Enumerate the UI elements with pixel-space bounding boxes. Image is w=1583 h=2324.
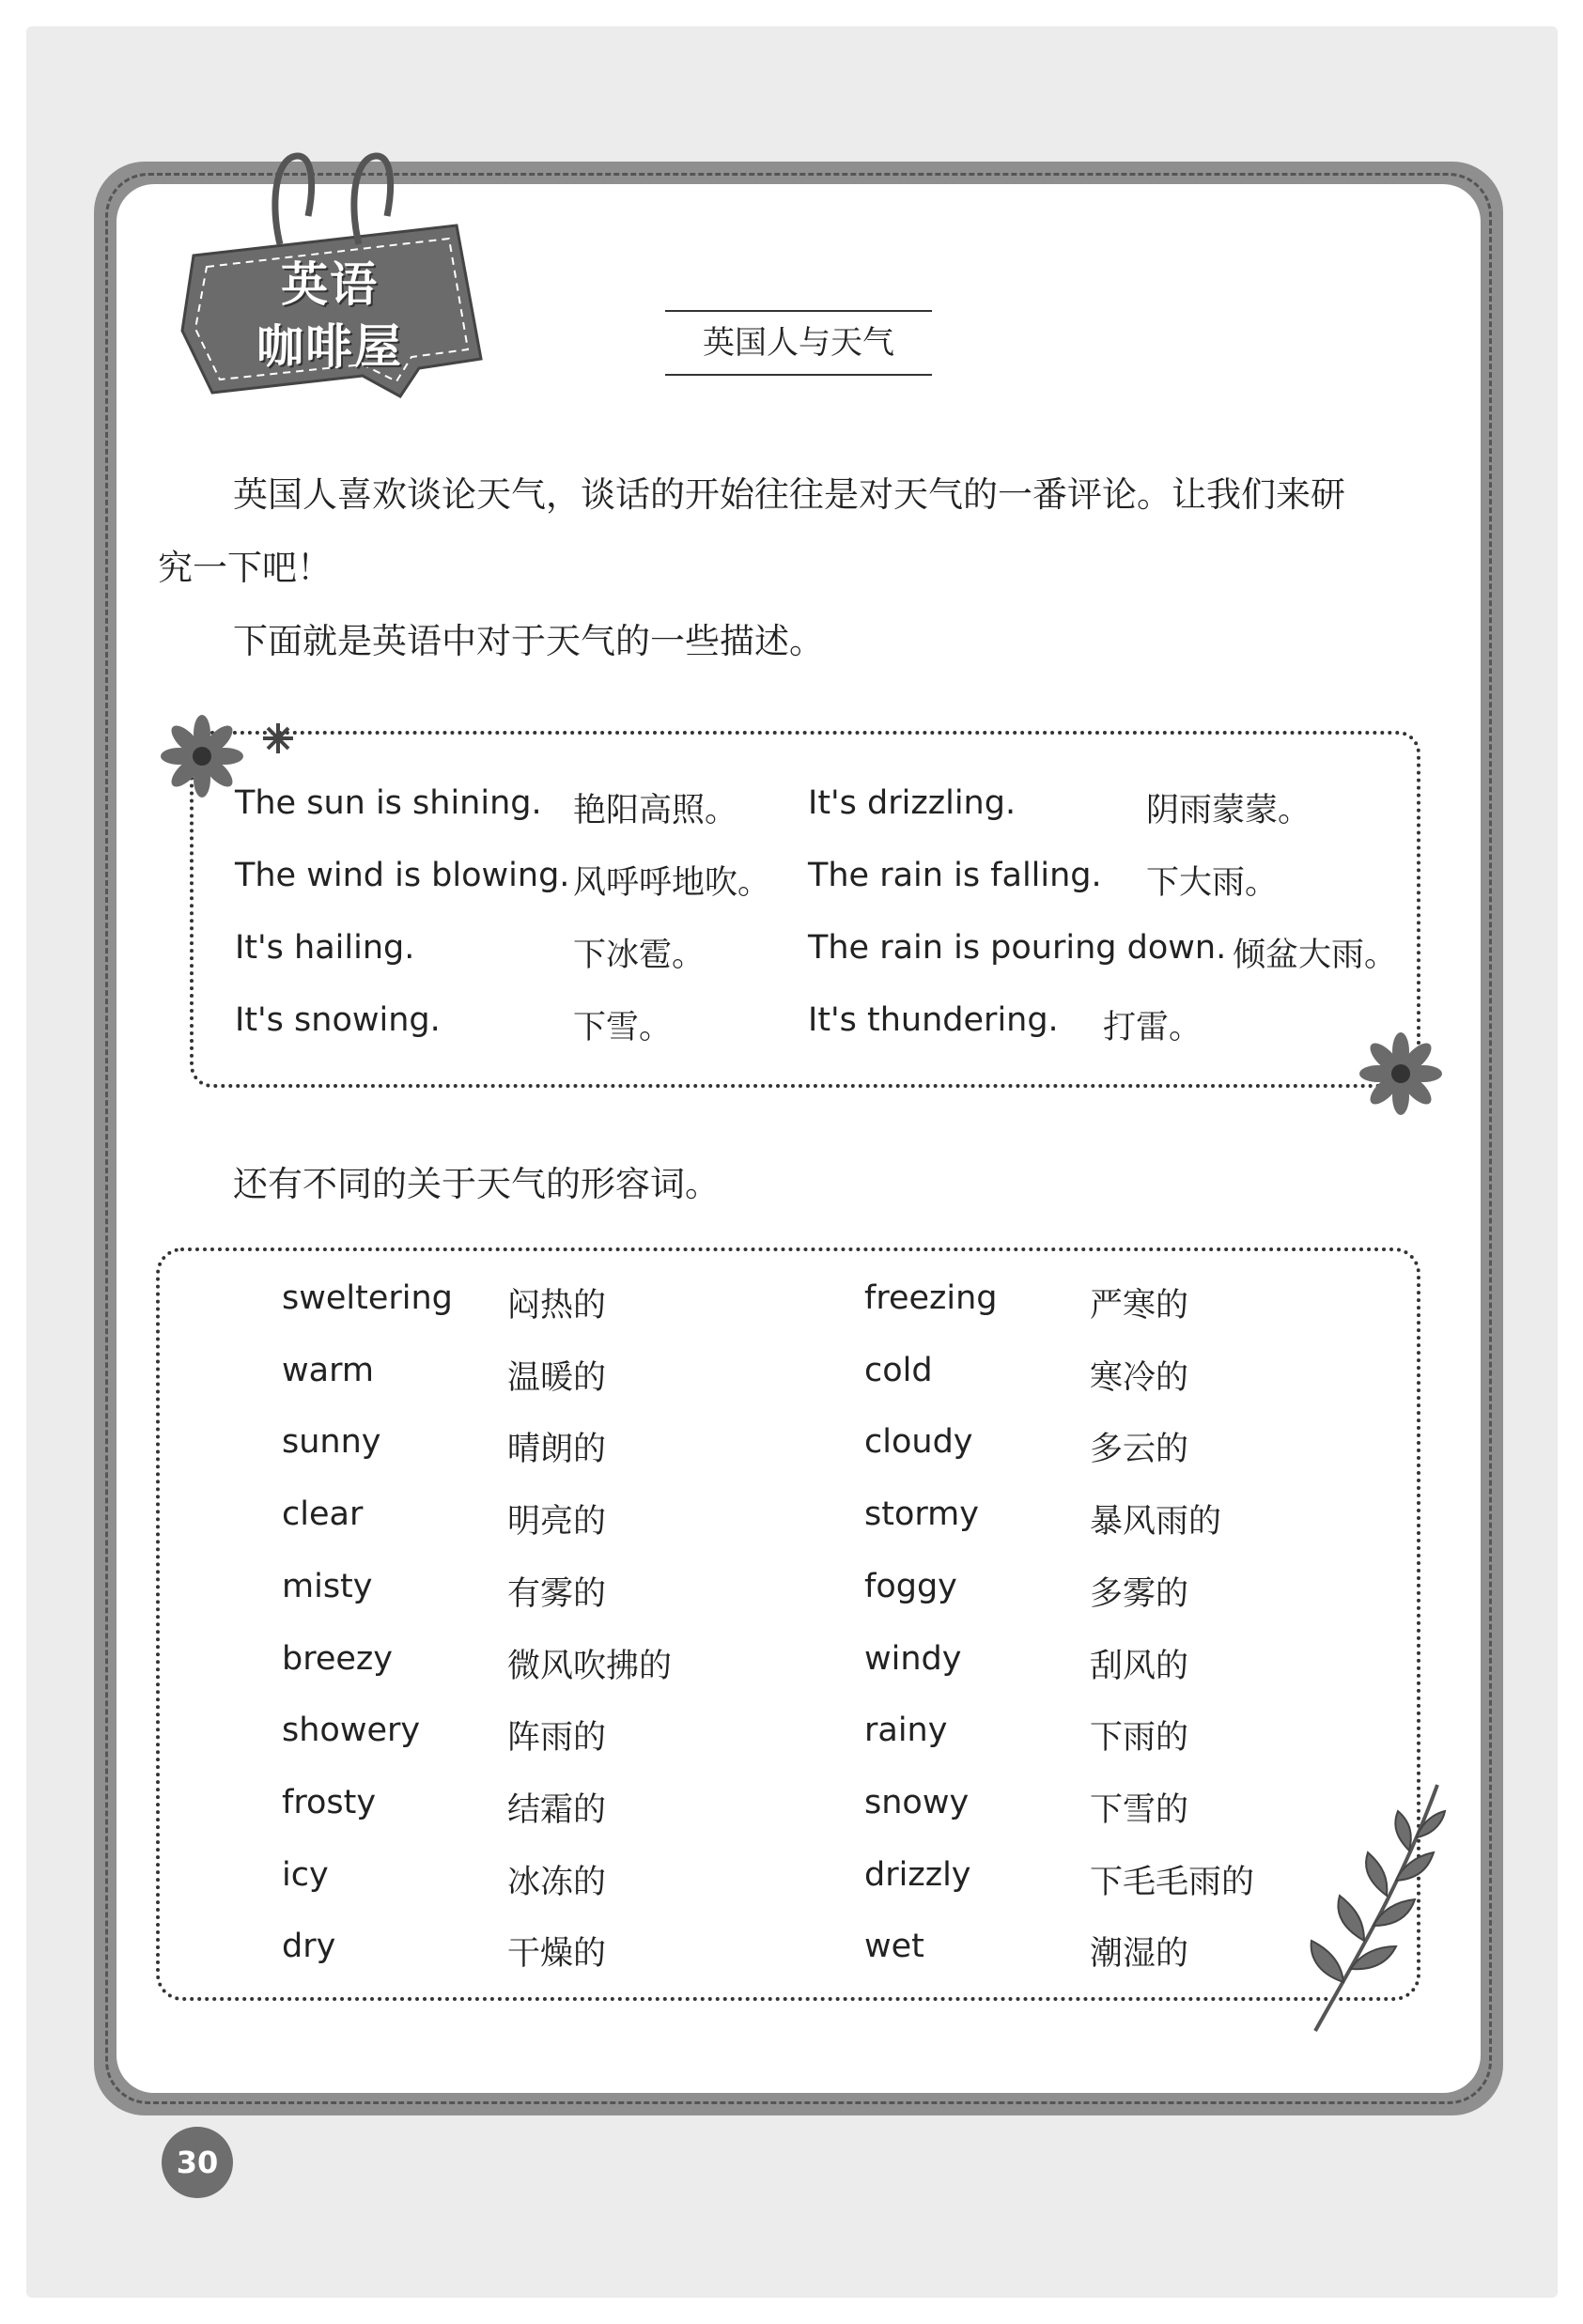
badge-title <box>175 254 485 378</box>
adjective-cn: 阵雨的 <box>507 1719 607 1757</box>
adjective-en: freezing <box>864 1279 998 1317</box>
adjective-en: misty <box>282 1568 373 1605</box>
phrase-cn: 下大雨。 <box>1146 864 1279 902</box>
phrase-cn: 下雪。 <box>573 1009 673 1046</box>
adjective-en: foggy <box>864 1568 957 1605</box>
phrase-cn: 艳阳高照。 <box>573 792 738 829</box>
phrase-en: The wind is blowing. <box>235 857 570 894</box>
adjective-en: frosty <box>282 1784 377 1821</box>
adjective-intro: 还有不同的关于天气的形容词。 <box>233 1164 720 1204</box>
intro-line-2: 究一下吧！ <box>158 548 332 588</box>
page-number: 30 <box>162 2127 233 2198</box>
small-flower-icon <box>259 720 297 757</box>
phrase-en: The rain is falling. <box>808 857 1102 894</box>
adjective-en: drizzly <box>864 1856 971 1894</box>
phrase-en: It's drizzling. <box>808 784 1017 822</box>
adjective-cn: 微风吹拂的 <box>507 1648 673 1685</box>
phrase-cn: 阴雨蒙蒙。 <box>1146 792 1311 829</box>
phrase-en: The rain is pouring down. <box>808 929 1227 967</box>
adjective-cn: 严寒的 <box>1090 1287 1189 1325</box>
flower-icon <box>1358 1031 1443 1116</box>
adjective-cn: 下雪的 <box>1090 1791 1189 1829</box>
intro-line-1: 英国人喜欢谈论天气，谈话的开始往往是对天气的一番评论。让我们来研 <box>233 474 1345 515</box>
adjective-cn: 有雾的 <box>507 1575 607 1613</box>
badge-line-2: 咖啡屋 <box>256 319 403 374</box>
badge-line-1: 英语 <box>281 257 379 312</box>
ring-binder-icon <box>265 150 406 254</box>
adjective-en: snowy <box>864 1784 970 1821</box>
page-title: 英国人与天气 <box>665 310 932 376</box>
adjective-en: cold <box>864 1352 933 1389</box>
adjective-cn: 下雨的 <box>1090 1719 1189 1757</box>
phrase-cn: 风呼呼地吹。 <box>573 864 771 902</box>
adjective-en: sunny <box>282 1423 381 1461</box>
phrase-cn: 下冰雹。 <box>573 937 706 974</box>
adjective-cn: 温暖的 <box>507 1359 607 1397</box>
adjective-en: showery <box>282 1712 421 1749</box>
adjective-cn: 结霜的 <box>507 1791 607 1829</box>
phrase-en: It's snowing. <box>235 1001 441 1039</box>
phrase-en: It's thundering. <box>808 1001 1059 1039</box>
leaf-branch-icon <box>1306 1775 1447 2038</box>
adjective-en: windy <box>864 1640 962 1678</box>
adjective-en: breezy <box>282 1640 393 1678</box>
adjective-cn: 潮湿的 <box>1090 1935 1189 1973</box>
phrase-en: The sun is shining. <box>235 784 542 822</box>
adjective-cn: 多雾的 <box>1090 1575 1189 1613</box>
adjective-cn: 闷热的 <box>507 1287 607 1325</box>
adjective-cn: 明亮的 <box>507 1503 607 1541</box>
adjective-cn: 晴朗的 <box>507 1431 607 1468</box>
adjective-cn: 冰冻的 <box>507 1864 607 1901</box>
adjective-cn: 多云的 <box>1090 1431 1189 1468</box>
adjective-en: wet <box>864 1928 924 1965</box>
adjective-en: warm <box>282 1352 374 1389</box>
adjective-cn: 干燥的 <box>507 1935 607 1973</box>
adjective-cn: 寒冷的 <box>1090 1359 1189 1397</box>
adjective-en: dry <box>282 1928 336 1965</box>
intro-paragraph-2: 下面就是英语中对于天气的一些描述。 <box>233 621 824 661</box>
adjective-en: clear <box>282 1495 364 1533</box>
adjective-cn: 下毛毛雨的 <box>1090 1864 1255 1901</box>
adjective-en: cloudy <box>864 1423 973 1461</box>
adjective-cn: 刮风的 <box>1090 1648 1189 1685</box>
phrase-en: It's hailing. <box>235 929 415 967</box>
adjective-en: icy <box>282 1856 329 1894</box>
intro-paragraph-1 <box>158 458 1454 532</box>
adjective-en: stormy <box>864 1495 979 1533</box>
adjective-en: sweltering <box>282 1279 453 1317</box>
phrase-cn: 打雷。 <box>1103 1009 1203 1046</box>
flower-icon <box>160 714 244 798</box>
adjective-cn: 暴风雨的 <box>1090 1503 1222 1541</box>
adjective-en: rainy <box>864 1712 948 1749</box>
phrase-cn: 倾盆大雨。 <box>1233 937 1398 974</box>
